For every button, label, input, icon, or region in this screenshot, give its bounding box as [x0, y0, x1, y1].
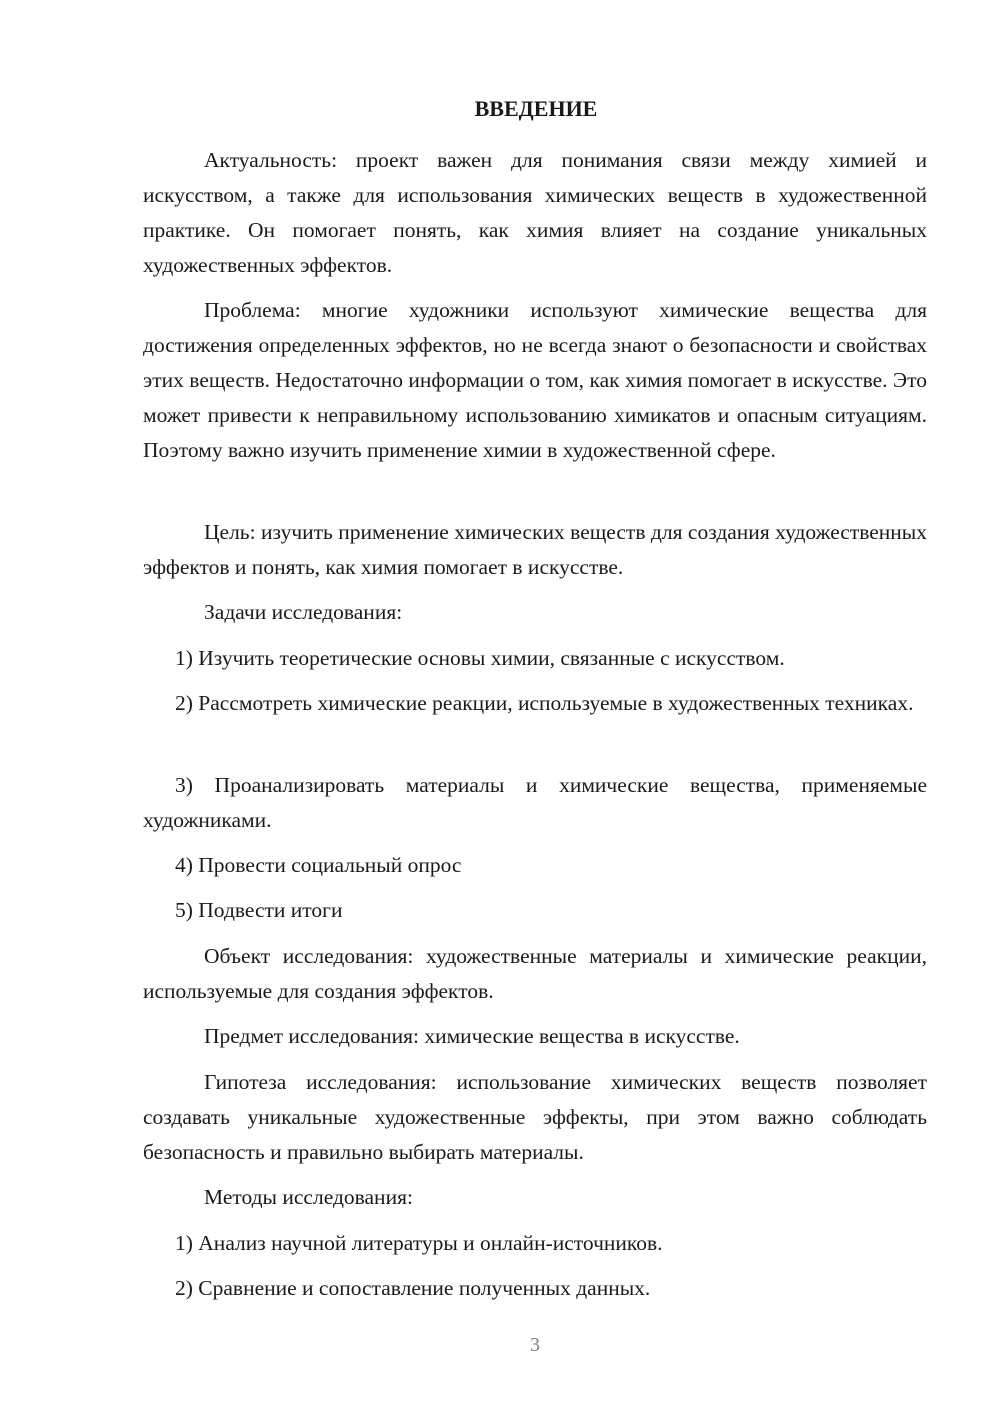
task-item-1: 1) Изучить теоретические основы химии, связанные с искусством.: [175, 646, 785, 670]
methods-heading: Методы исследования:: [204, 1185, 413, 1209]
page-number: 3: [530, 1334, 540, 1356]
task-item-4: 4) Провести социальный опрос: [175, 853, 462, 877]
task-item-5: 5) Подвести итоги: [175, 898, 343, 922]
problem-paragraph: Проблема: многие художники используют химические вещества для достижения определенных эффектов, но не всегда знают о безопасности и свойствах этих веществ. Недостаточно информации о том, как химия помогает в искусстве. Это может привести к неправильному использованию химикатов и опасным ситуациям. Поэтому важно изучить применение химии в художественной сфере.: [143, 298, 927, 462]
method-item-2: 2) Сравнение и сопоставление полученных данных.: [175, 1276, 651, 1300]
object-paragraph: Объект исследования: художественные материалы и химические реакции, используемые для создания эффектов.: [143, 944, 927, 1003]
task-item-2: 2) Рассмотреть химические реакции, используемые в художественных техниках.: [175, 691, 914, 715]
task-item-3: 3) Проанализировать материалы и химические вещества, применяемые художниками.: [143, 773, 927, 832]
relevance-paragraph: Актуальность: проект важен для понимания связи между химией и искусством, а также для использования химических веществ в художественной практике. Он помогает понять, как химия влияет на создание уникальных художественных эффектов.: [143, 148, 927, 277]
page-title: ВВЕДЕНИЕ: [474, 96, 598, 121]
goal-paragraph: Цель: изучить применение химических веществ для создания художественных эффектов и понять, как химия помогает в искусстве.: [143, 520, 927, 579]
method-item-1: 1) Анализ научной литературы и онлайн-источников.: [175, 1231, 663, 1255]
subject-paragraph: Предмет исследования: химические вещества в искусстве.: [204, 1024, 740, 1048]
hypothesis-paragraph: Гипотеза исследования: использование химических веществ позволяет создавать уникальные художественные эффекты, при этом важно соблюдать безопасность и правильно выбирать материалы.: [143, 1070, 927, 1164]
tasks-heading: Задачи исследования:: [204, 600, 403, 624]
